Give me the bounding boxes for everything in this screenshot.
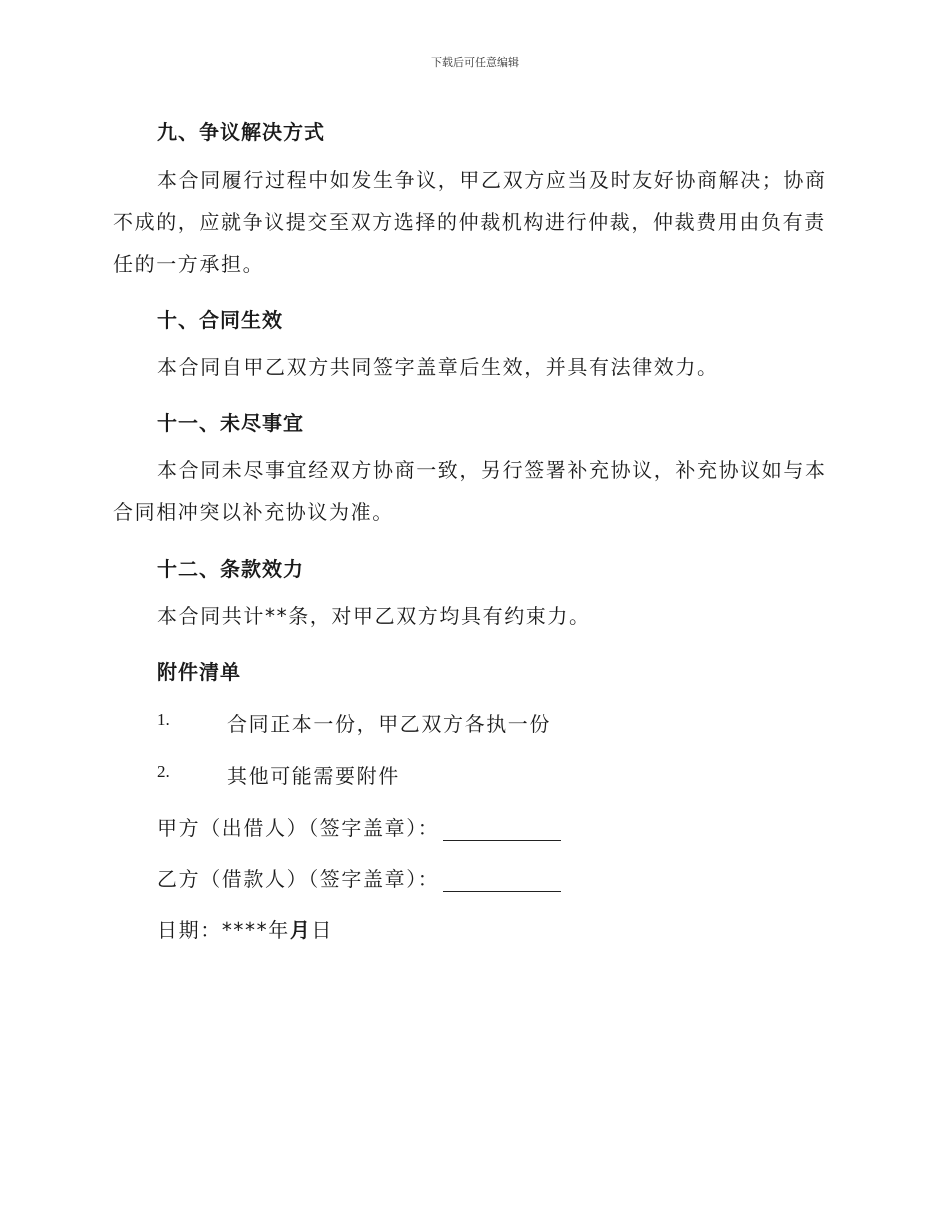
attachments-title: 附件清单 bbox=[157, 660, 241, 684]
date-label: 日期： bbox=[157, 918, 222, 942]
party-a-signature-line bbox=[157, 812, 561, 841]
date-month: 月 bbox=[289, 918, 312, 942]
section-12-body: 本合同共计**条，对甲乙双方均具有约束力。 bbox=[157, 604, 591, 628]
date-day: 日 bbox=[311, 918, 334, 942]
date-line bbox=[157, 914, 333, 943]
party-a-signature-blank bbox=[443, 820, 561, 841]
section-11-body: 本合同未尽事宜经双方协商一致，另行签署补充协议，补充协议如与本合同相冲突以补充协议为准。 bbox=[113, 458, 827, 524]
attachment-2-number: 2. bbox=[157, 762, 170, 781]
section-10-title: 十、合同生效 bbox=[157, 308, 283, 332]
attachment-1-number: 1. bbox=[157, 710, 170, 729]
party-b-signature-line bbox=[157, 863, 561, 892]
party-a-label: 甲方（出借人）（签字盖章）： bbox=[157, 816, 440, 840]
party-b-label: 乙方（借款人）（签字盖章）： bbox=[157, 867, 440, 891]
section-11-title: 十一、未尽事宜 bbox=[157, 411, 304, 435]
page-header: 下载后可任意编辑 bbox=[431, 56, 519, 69]
date-year: ****年 bbox=[221, 918, 290, 942]
section-12-title: 十二、条款效力 bbox=[157, 557, 304, 581]
attachment-2-text: 其他可能需要附件 bbox=[227, 764, 400, 788]
section-9-body: 本合同履行过程中如发生争议，甲乙双方应当及时友好协商解决；协商不成的，应就争议提交至双方选择的仲裁机构进行仲裁，仲裁费用由负有责任的一方承担。 bbox=[113, 168, 827, 276]
attachment-1-text: 合同正本一份，甲乙双方各执一份 bbox=[227, 712, 551, 736]
party-b-signature-blank bbox=[443, 871, 561, 892]
section-10-body: 本合同自甲乙双方共同签字盖章后生效，并具有法律效力。 bbox=[157, 355, 719, 379]
section-9-title: 九、争议解决方式 bbox=[157, 120, 325, 144]
